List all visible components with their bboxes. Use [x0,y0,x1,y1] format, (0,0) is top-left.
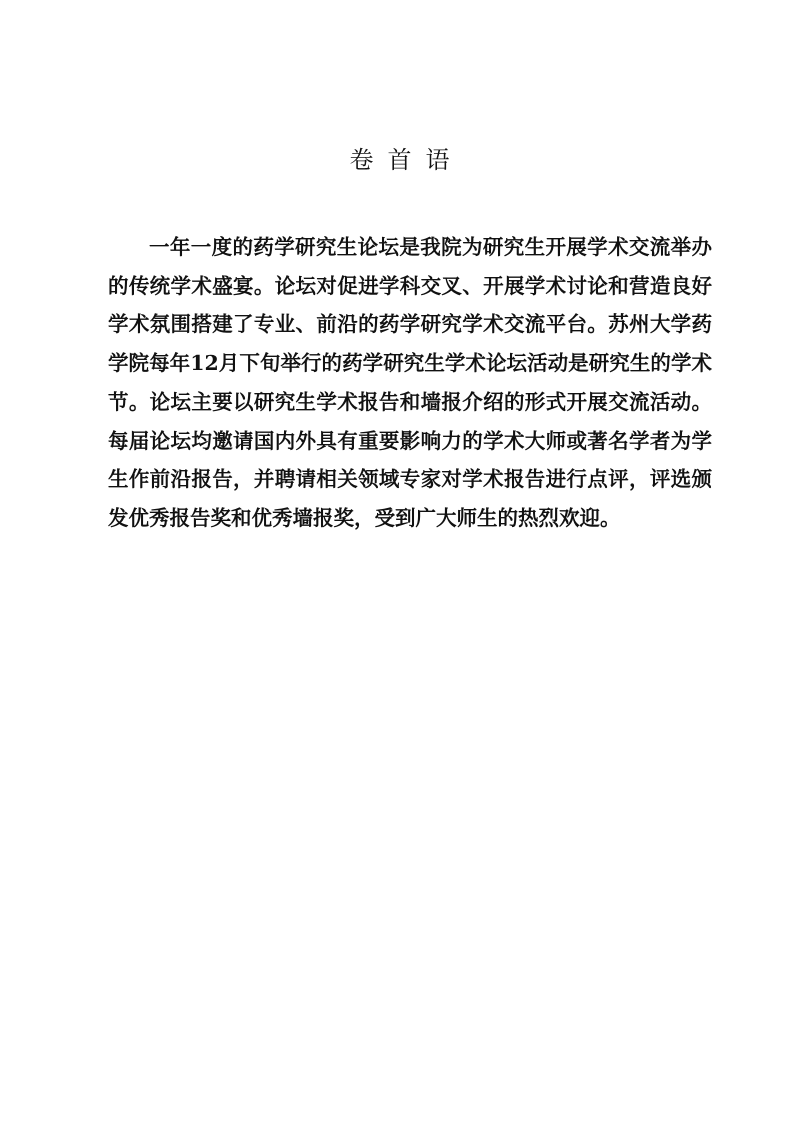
body-paragraph: 一年一度的药学研究生论坛是我院为研究生开展学术交流举办的传统学术盛宴。论坛对促进学科交叉、开展学术讨论和营造良好学术氛围搭建了专业、前沿的药学研究学术交流平台。苏州大学药学院每年12月下旬举行的药学研究生学术论坛活动是研究生的学术节。论坛主要以研究生学术报告和墙报介绍的形式开展交流活动。每届论坛均邀请国内外具有重要影响力的学术大师或著名学者为学生作前沿报告，并聘请相关领域专家对学术报告进行点评，评选颁发优秀报告奖和优秀墙报奖，受到广大师生的热烈欢迎。 [108,235,712,530]
page-title [0,142,799,178]
page-title-text: 卷首语 [349,146,464,174]
